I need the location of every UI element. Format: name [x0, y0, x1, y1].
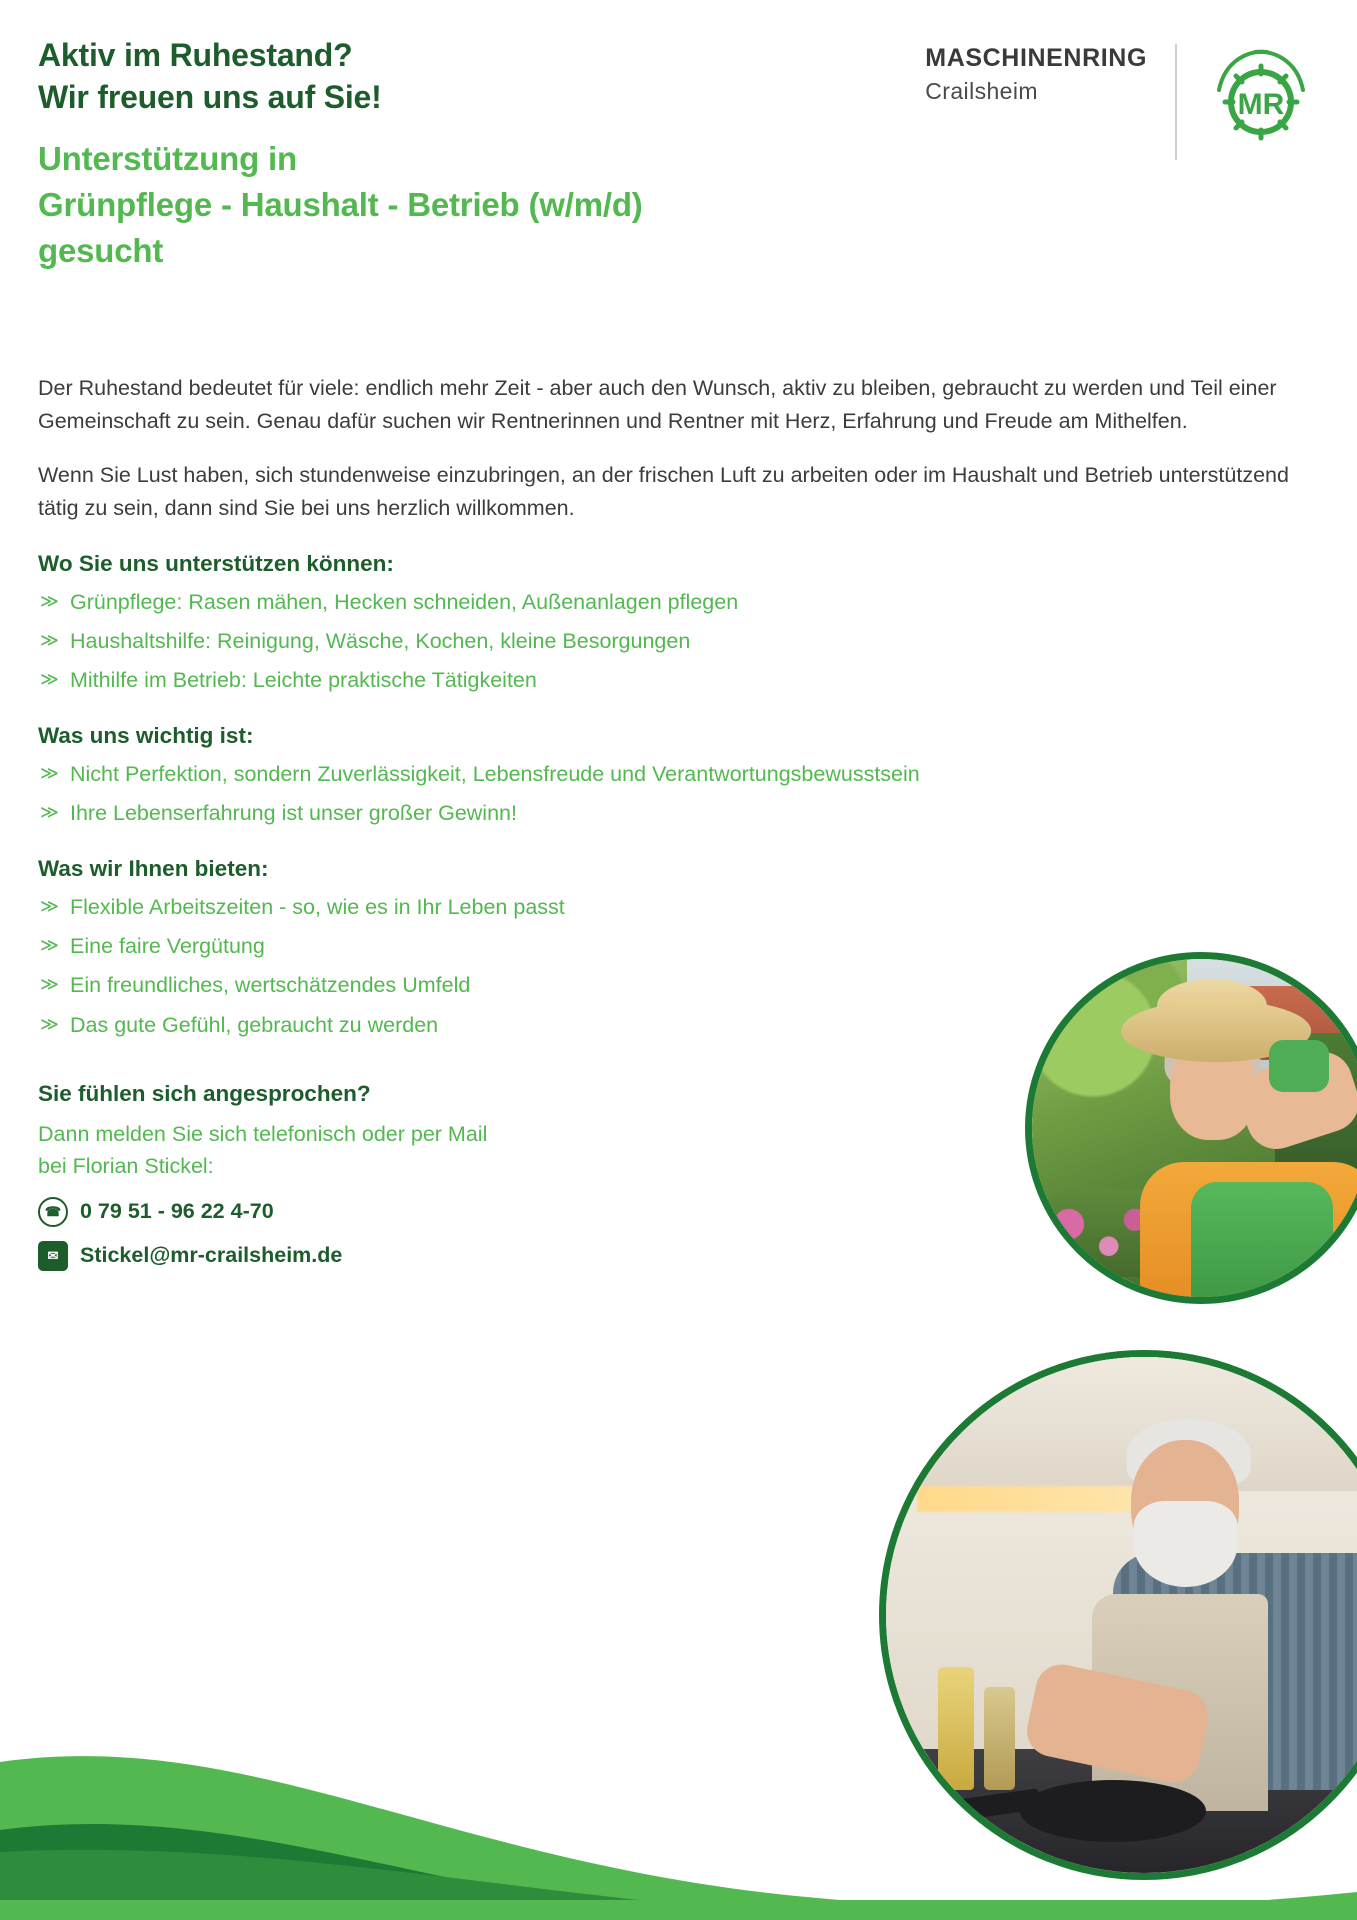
section-title-offer: Was wir Ihnen bieten:: [38, 855, 269, 881]
list-item: [38, 892, 1296, 923]
list-item-label: Ein freundliches, wertschätzendes Umfeld: [70, 973, 471, 998]
headline-block: [38, 34, 643, 273]
brand-name: MASCHINENRING: [925, 44, 1147, 72]
list-item: [38, 626, 1296, 657]
list-item-label: Haushaltshilfe: Reinigung, Wäsche, Kochen, kleine Besorgungen: [70, 629, 691, 654]
list-item-label: Flexible Arbeitszeiten - so, wie es in Ihr Leben passt: [70, 894, 565, 919]
contact-text-line-2: bei Florian Stickel:: [38, 1153, 214, 1178]
list-item: [38, 665, 1296, 696]
list-item-label: Ihre Lebenserfahrung ist unser großer Gewinn!: [70, 801, 517, 826]
brand-block: [925, 34, 1317, 160]
list-item: [38, 931, 1296, 962]
subheadline-line-3: gesucht: [38, 231, 164, 269]
brand-location: Crailsheim: [925, 78, 1038, 104]
section-list-support: [38, 587, 1296, 697]
bullet-marker-icon: ≫: [40, 762, 59, 783]
phone-icon: ☎: [38, 1197, 68, 1227]
bullet-marker-icon: ≫: [40, 1013, 59, 1034]
list-item-label: Grünpflege: Rasen mähen, Hecken schneiden, Außenanlagen pflegen: [70, 589, 739, 614]
subheadline-line-1: Unterstützung in: [38, 140, 297, 178]
bullet-marker-icon: ≫: [40, 669, 59, 690]
list-item-label: Mithilfe im Betrieb: Leichte praktische Tätigkeiten: [70, 668, 537, 693]
headline-line-1: Aktiv im Ruhestand?: [38, 37, 353, 73]
list-item-label: Eine faire Vergütung: [70, 933, 265, 958]
contact-title: Sie fühlen sich angesprochen?: [38, 1081, 371, 1107]
bullet-marker-icon: ≫: [40, 802, 59, 823]
bullet-marker-icon: ≫: [40, 590, 59, 611]
gardener-photo: [1025, 952, 1357, 1304]
list-item: [38, 587, 1296, 618]
contact-text-line-1: Dann melden Sie sich telefonisch oder per Mail: [38, 1122, 488, 1147]
logo-text: MR: [1237, 88, 1285, 121]
bullet-marker-icon: ≫: [40, 934, 59, 955]
contact-phone-label: 0 79 51 - 96 22 4-70: [80, 1199, 274, 1224]
bullet-marker-icon: ≫: [40, 630, 59, 651]
section-title-support: Wo Sie uns unterstützen können:: [38, 550, 394, 576]
headline-primary: [38, 34, 643, 118]
contact-email-label: Stickel@mr-crailsheim.de: [80, 1243, 343, 1268]
section-list-values: [38, 759, 1296, 830]
bullet-marker-icon: ≫: [40, 895, 59, 916]
section-title-values: Was uns wichtig ist:: [38, 722, 254, 748]
brand-text: [925, 44, 1177, 160]
maschinenring-logo-icon: [1205, 44, 1317, 156]
cook-photo: [879, 1350, 1357, 1880]
mail-icon: ✉: [38, 1241, 68, 1271]
bullet-marker-icon: ≫: [40, 974, 59, 995]
list-item: [38, 798, 1296, 829]
list-item-label: Das gute Gefühl, gebraucht zu werden: [70, 1012, 439, 1037]
list-item: [38, 759, 1296, 790]
subheadline-line-2: Grünpflege - Haushalt - Betrieb (w/m/d): [38, 186, 643, 223]
intro-paragraph-1: Der Ruhestand bedeutet für viele: endlich mehr Zeit - aber auch den Wunsch, aktiv zu bleiben, gebraucht zu werden und Teil einer Gemeinschaft zu sein. Genau dafür suchen wir Rentnerinnen und Rentner mit Herz, Erfahrung und Freude am Mithelfen.: [38, 376, 1277, 433]
headline-secondary: [38, 136, 643, 273]
list-item-label: Nicht Perfektion, sondern Zuverlässigkeit, Lebensfreude und Verantwortungsbewusstsein: [70, 761, 920, 786]
headline-line-2: Wir freuen uns auf Sie!: [38, 79, 382, 116]
poster-header: [0, 0, 1357, 273]
intro-paragraph-2: Wenn Sie Lust haben, sich stundenweise einzubringen, an der frischen Luft zu arbeiten oder im Haushalt und Betrieb unterstützend tätig zu sein, dann sind Sie bei uns herzlich willkommen.: [38, 463, 1289, 521]
